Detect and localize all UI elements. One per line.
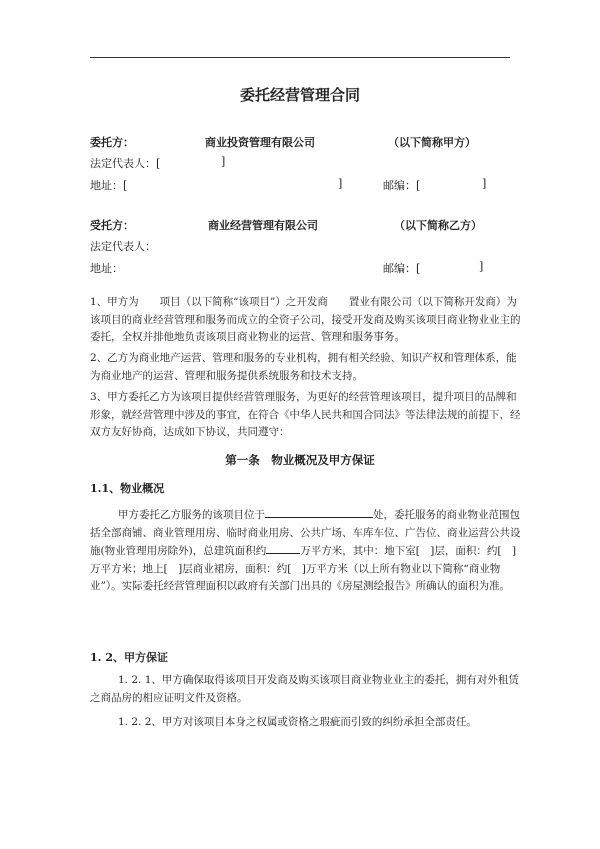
header-rule: [90, 57, 510, 58]
trustee-address-label: 地址：: [90, 262, 123, 275]
client-short-name: （以下简称甲方）: [388, 136, 476, 149]
section-1-2-2: 1. 2. 2、甲方对该项目本身之权属或资格之瑕疵而引致的纠纷承担全部责任。: [118, 716, 477, 728]
s11-text-2: 处，委托服务的商业物业范围包括全部商铺、商业管理用房、临时商业用房、公共广场、车库车位、广告位、商业运营公共设施(物业管理用房除外)，总建筑面积约: [90, 509, 521, 557]
section-1-2-title: 1. 2、甲方保证: [90, 651, 168, 664]
article-1-title: 第一条 物业概况及甲方保证: [225, 453, 375, 467]
client-postcode-close: ]: [482, 177, 487, 190]
client-label: 委托方：: [90, 136, 134, 149]
trustee-postcode-label: 邮编：[: [383, 262, 421, 275]
recital-1: 1、甲方为 项目（以下简称“该项目”）之开发商 置业有限公司（以下简称开发商）为该项目的商业经营管理和服务而成立的全资子公司，接受开发商及购买该项目商业物业业主的委托，全权并排他地负责该项目商业物业的运营、管理和服务事务。: [90, 296, 521, 343]
section-1-2-1: 1. 2. 1、甲方确保取得该项目开发商及购买该项目商业物业业主的委托，拥有对外租赁之商品房的相应证明文件及资格。: [90, 674, 519, 704]
recital-3: 3、甲方委托乙方为该项目提供经营管理服务，为更好的经营管理该项目，提升项目的品牌和形象，就经营管理中涉及的事宜，在符合《中华人民共和国合同法》等法律法规的前提下，经双方友好协商，达成如下协议，共同遵守：: [90, 391, 521, 438]
client-postcode-label: 邮编：[: [383, 179, 421, 192]
area-blank: [266, 542, 300, 554]
recital-2: 2、乙方为商业地产运营、管理和服务的专业机构，拥有相关经验、知识产权和管理体系，能为商业地产的运营、管理和服务提供系统服务和技术支持。: [90, 352, 517, 382]
client-company: 商业投资管理有限公司: [205, 136, 315, 149]
location-blank: [265, 506, 373, 518]
trustee-company: 商业经营管理有限公司: [208, 219, 318, 232]
s11-text-1: 甲方委托乙方服务的该项目位于: [118, 509, 265, 521]
client-rep-close: ]: [221, 155, 226, 168]
client-address-label: 地址：[: [90, 179, 128, 192]
client-rep-label: 法定代表人：[: [90, 157, 161, 170]
trustee-label: 受托方：: [90, 219, 134, 232]
section-1-1-title: 1.1、物业概况: [90, 482, 165, 495]
section-1-1-body: [90, 506, 522, 596]
trustee-short-name: （以下简称乙方）: [394, 219, 482, 232]
s11-text-3: 万平方米，其中：地下室[ ]层，面积：约[ ]万平方米；地上[ ]层商业裙房，面积：约[ ]万平方米（以上所有物业以下简称“商业物业”）。实际委托经营管理面积以政府有关部门出具的《房屋测绘报告》所确认的面积为准。: [90, 545, 517, 592]
client-address-close: ]: [338, 177, 343, 190]
trustee-postcode-close: ]: [479, 260, 484, 273]
trustee-rep-label: 法定代表人：: [90, 240, 156, 253]
contract-title: 委托经营管理合同: [239, 86, 360, 104]
